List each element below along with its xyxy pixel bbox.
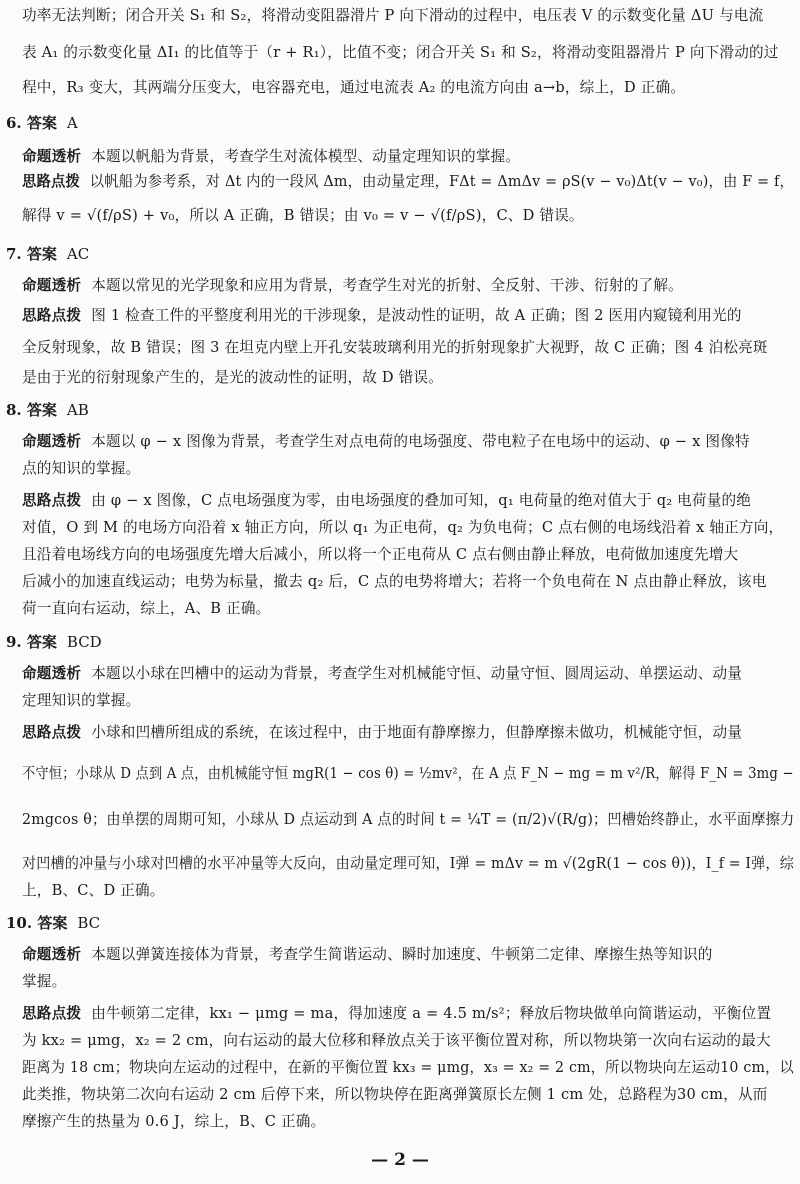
intent-line: 命题透析 本题以小球在凹槽中的运动为背景，考查学生对机械能守恒、动量守恒、圆周运动、单摆运动、动量: [22, 665, 743, 682]
text-line: 功率无法判断；闭合开关 S₁ 和 S₂，将滑动变阻器滑片 P 向下滑动的过程中，电压表 V 的示数变化量 ΔU 与电流: [22, 7, 764, 24]
intent-line: 命题透析 本题以常见的光学现象和应用为背景，考查学生对光的折射、全反射、干涉、衍射的了解。: [22, 277, 683, 294]
answer-header: [6, 913, 100, 933]
analysis-line: 是由于光的衍射现象产生的，是光的波动性的证明，故 D 错误。: [22, 369, 444, 386]
answer-number: 7. 答案: [6, 245, 57, 263]
intent-label: 命题透析: [22, 946, 82, 963]
analysis-line: 思路点拨 由 φ − x 图像，C 点电场强度为零，由电场强度的叠加可知，q₁ 电荷量的绝对值大于 q₂ 电荷量的绝: [22, 492, 752, 509]
text-line: 程中，R₃ 变大，其两端分压变大，电容器充电，通过电流表 A₂ 的电流方向由 a→b，综上，D 正确。: [22, 79, 686, 96]
page-number: — 2 —: [371, 1150, 429, 1170]
analysis-line: 解得 v = √(f/ρS) + v₀，所以 A 正确，B 错误；由 v₀ = v − √(f/ρS)，C、D 错误。: [22, 207, 584, 224]
intent-line: 命题透析 本题以 φ − x 图像为背景，考查学生对点电荷的电场强度、带电粒子在电场中的运动、φ − x 图像特: [22, 433, 750, 450]
text-line: 表 A₁ 的示数变化量 ΔI₁ 的比值等于（r + R₁），比值不变；闭合开关 S₁ 和 S₂，将滑动变阻器滑片 P 向下滑动的过: [22, 44, 779, 61]
intent-label: 命题透析: [22, 148, 82, 165]
analysis-line: 思路点拨 小球和凹槽所组成的系统，在该过程中，由于地面有静摩擦力，但静摩擦未做功，机械能守恒，动量: [22, 724, 743, 741]
intent-line: 命题透析 本题以弹簧连接体为背景，考查学生简谐运动、瞬时加速度、牛顿第二定律、摩擦生热等知识的: [22, 946, 713, 963]
answer-header: [6, 244, 89, 264]
answer-value: BC: [77, 914, 101, 932]
analysis-label: 思路点拨: [22, 173, 80, 190]
analysis-line: 距离为 18 cm；物块向左运动的过程中，在新的平衡位置 kx₃ = μmg，x₃ = x₂ = 2 cm，所以物块向左运动10 cm，以: [22, 1059, 794, 1076]
intent-line: 定理知识的掌握。: [22, 692, 141, 709]
analysis-line: 思路点拨 由牛顿第二定律，kx₁ − μmg = ma，得加速度 a = 4.5 m/s²；释放后物块做单向简谐运动，平衡位置: [22, 1005, 772, 1022]
intent-label: 命题透析: [22, 277, 82, 294]
analysis-line: 为 kx₂ = μmg，x₂ = 2 cm，向右运动的最大位移和释放点关于该平衡位置对称，所以物块第一次向右运动的最大: [22, 1032, 771, 1049]
intent-label: 命题透析: [22, 665, 82, 682]
answer-number: 10. 答案: [6, 914, 68, 932]
answer-number: 9. 答案: [6, 633, 57, 651]
intent-line: 掌握。: [22, 973, 67, 990]
answer-value: A: [66, 114, 78, 132]
analysis-label: 思路点拨: [22, 307, 82, 324]
analysis-line: 对值，O 到 M 的电场方向沿着 x 轴正方向，所以 q₁ 为正电荷，q₂ 为负电荷；C 点右侧的电场线沿着 x 轴正方向，: [22, 519, 784, 536]
analysis-line: 思路点拨 以帆船为参考系，对 Δt 内的一段风 Δm，由动量定理，FΔt = ΔmΔv = ρS(v − v₀)Δt(v − v₀)，由 F = f，: [22, 173, 794, 190]
intent-line: 命题透析 本题以帆船为背景，考查学生对流体模型、动量定理知识的掌握。: [22, 148, 521, 165]
answer-number: 8. 答案: [6, 401, 57, 419]
answer-value: AB: [66, 401, 89, 419]
analysis-line: 荷一直向右运动，综上，A、B 正确。: [22, 600, 271, 617]
analysis-line: 后减小的加速直线运动；电势为标量，撤去 q₂ 后，C 点的电势将增大；若将一个负电荷在 N 点由静止释放，该电: [22, 573, 767, 590]
intent-line: 点的知识的掌握。: [22, 460, 141, 477]
intent-label: 命题透析: [22, 433, 82, 450]
analysis-line: 思路点拨 图 1 检查工件的平整度利用光的干涉现象，是波动性的证明，故 A 正确；图 2 医用内窥镜利用光的: [22, 307, 742, 324]
analysis-line: 2mgcos θ；由单摆的周期可知，小球从 D 点运动到 A 点的时间 t = ¼T = (π/2)√(R/g)；凹槽始终静止，水平面摩擦力: [22, 811, 795, 828]
answer-number: 6. 答案: [6, 114, 57, 132]
analysis-label: 思路点拨: [22, 1005, 82, 1022]
answer-header: [6, 632, 102, 652]
answer-header: [6, 113, 78, 133]
analysis-line: 上，B、C、D 正确。: [22, 882, 165, 899]
answer-value: AC: [66, 245, 90, 263]
analysis-line: 且沿着电场线方向的电场强度先增大后减小，所以将一个正电荷从 C 点右侧由静止释放，电荷做加速度先增大: [22, 546, 739, 563]
analysis-line: 摩擦产生的热量为 0.6 J，综上，B、C 正确。: [22, 1113, 326, 1130]
answer-value: BCD: [66, 633, 102, 651]
analysis-line: 此类推，物块第二次向右运动 2 cm 后停下来，所以物块停在距离弹簧原长左侧 1 cm 处，总路程为30 cm，从而: [22, 1086, 768, 1103]
answer-header: [6, 400, 89, 420]
analysis-label: 思路点拨: [22, 724, 82, 741]
analysis-label: 思路点拨: [22, 492, 82, 509]
analysis-line: 对凹槽的冲量与小球对凹槽的水平冲量等大反向，由动量定理可知，I弹 = mΔv = m √(2gR(1 − cos θ))，I_f = I弹，综: [22, 855, 794, 872]
analysis-line: 全反射现象，故 B 错误；图 3 在坦克内壁上开孔安装玻璃利用光的折射现象扩大视野，故 C 正确；图 4 泊松亮斑: [22, 339, 768, 356]
analysis-line: 不守恒；小球从 D 点到 A 点，由机械能守恒 mgR(1 − cos θ) = ½mv²，在 A 点 F_N − mg = m v²/R，解得 F_N = 3mg −: [22, 765, 794, 782]
